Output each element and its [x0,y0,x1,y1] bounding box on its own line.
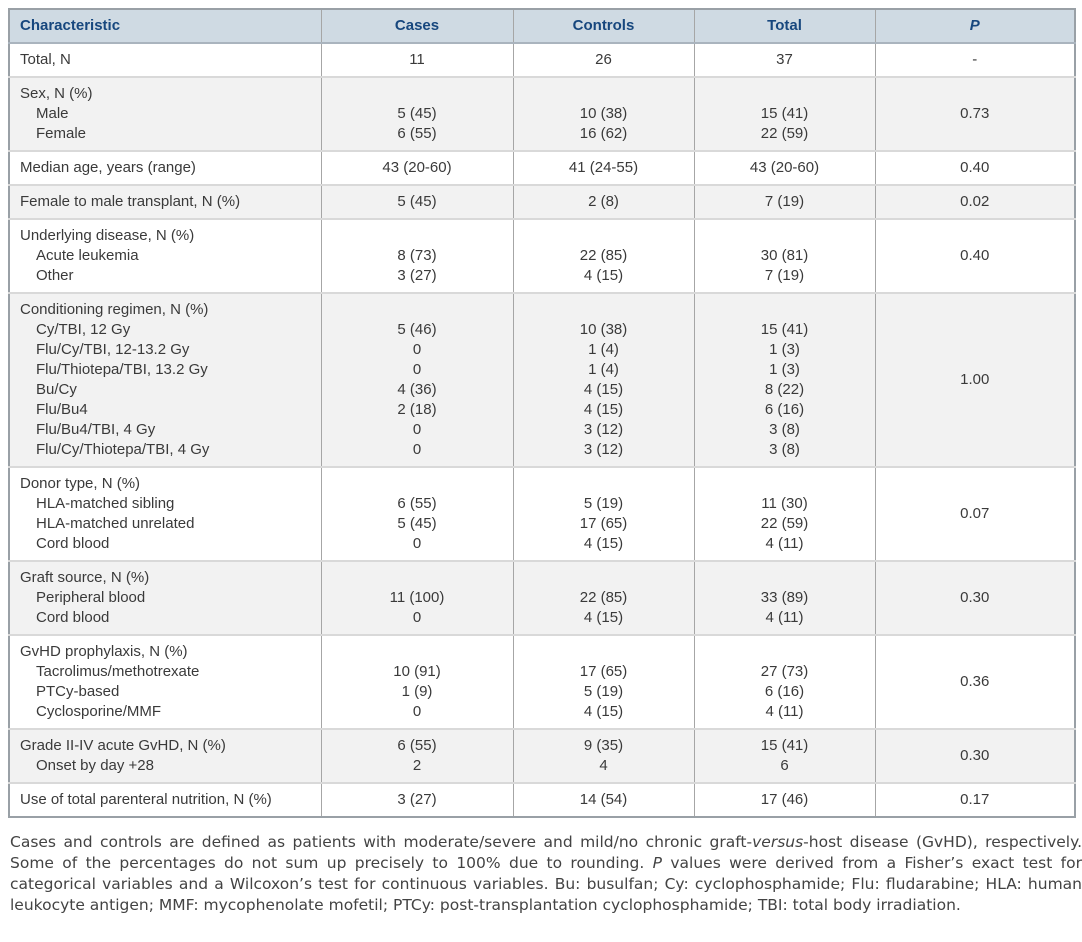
controls-value: 16 (62) [579,125,628,142]
controls-value: 5 (19) [583,683,624,700]
controls-value: 14 (54) [579,791,628,808]
cell-p-value: 0.17 [875,783,1075,817]
cases-value: 0 [412,703,422,720]
controls-value: 4 [599,757,608,774]
cell-characteristic [9,729,321,783]
caption-italic-segment: P [652,854,663,872]
controls-value [522,568,686,588]
cell-controls [513,635,694,729]
total-value: 3 (8) [769,421,800,438]
characteristic-label: Flu/Cy/TBI, 12-13.2 Gy [36,341,190,358]
cases-value [330,642,505,662]
total-value: 15 (41) [760,105,809,122]
characteristic-label: Cy/TBI, 12 Gy [36,321,131,338]
cases-value: 6 (55) [397,495,437,512]
total-value: 3 (8) [769,441,800,458]
total-value [703,226,867,246]
controls-value: 4 (15) [583,703,624,720]
cell-cases [321,561,513,635]
cell-cases [321,293,513,467]
characteristic-label: Flu/Cy/Thiotepa/TBI, 4 Gy [36,441,210,458]
cell-characteristic [9,185,321,219]
column-header-total: Total [694,9,875,43]
total-value: 33 (89) [760,589,809,606]
cell-total [694,43,875,77]
cases-value: 1 (9) [401,683,433,700]
cell-controls [513,729,694,783]
total-value [703,300,867,320]
table-row [9,293,1075,467]
controls-value [522,300,686,320]
cases-value: 11 [409,51,425,68]
characteristic-label: Flu/Bu4/TBI, 4 Gy [36,421,156,438]
total-value: 30 (81) [760,247,809,264]
cases-value: 3 (27) [397,267,437,284]
cell-controls [513,43,694,77]
cell-controls [513,783,694,817]
characteristic-label: Flu/Thiotepa/TBI, 13.2 Gy [36,361,208,378]
table-row [9,43,1075,77]
table-row [9,467,1075,561]
cell-p-value: 0.30 [875,561,1075,635]
total-value: 4 (11) [765,703,804,720]
cell-cases [321,77,513,151]
total-value: 27 (73) [760,663,809,680]
cases-value [330,84,505,104]
cases-value: 10 (91) [393,663,441,680]
controls-value [522,474,686,494]
controls-value: 4 (15) [583,267,624,284]
cell-characteristic [9,219,321,293]
characteristic-label: Peripheral blood [36,589,146,606]
controls-value [522,84,686,104]
cell-cases [321,729,513,783]
controls-value: 10 (38) [579,105,628,122]
controls-value: 3 (12) [583,421,624,438]
column-header-cases: Cases [321,9,513,43]
total-value: 4 (11) [765,535,804,552]
controls-value [522,226,686,246]
cell-characteristic [9,467,321,561]
total-value: 37 [776,51,793,68]
cell-characteristic [9,43,321,77]
controls-value: 9 (35) [583,737,624,754]
cases-value: 6 (55) [397,125,437,142]
controls-value: 4 (15) [583,609,624,626]
total-value [703,84,867,104]
characteristic-label: HLA-matched unrelated [36,515,195,532]
cases-value: 3 (27) [397,791,437,808]
characteristic-label: Conditioning regimen, N (%) [20,301,209,318]
cell-controls [513,151,694,185]
cases-value: 8 (73) [397,247,437,264]
cell-cases [321,467,513,561]
characteristic-label: Underlying disease, N (%) [20,227,195,244]
characteristic-label: Total, N [20,51,71,68]
table-body [9,43,1075,817]
controls-value: 4 (15) [583,401,624,418]
controls-value: 22 (85) [579,589,628,606]
cell-characteristic [9,783,321,817]
total-value: 8 (22) [764,381,805,398]
total-value [703,474,867,494]
cell-total [694,561,875,635]
table-row [9,185,1075,219]
cell-p-value: 0.40 [875,151,1075,185]
cases-value: 0 [412,441,422,458]
cell-controls [513,185,694,219]
cell-p-value: 0.02 [875,185,1075,219]
total-value [703,568,867,588]
column-header-controls: Controls [513,9,694,43]
cell-total [694,467,875,561]
controls-value: 4 (15) [583,535,624,552]
cases-value: 11 (100) [389,589,445,606]
cases-value: 0 [412,609,422,626]
characteristic-label: Cord blood [36,609,110,626]
controls-value: 5 (19) [583,495,624,512]
table-caption [10,832,1082,916]
characteristic-label: Sex, N (%) [20,85,93,102]
cell-total [694,635,875,729]
characteristic-label: Male [36,105,69,122]
characteristic-label: Cord blood [36,535,110,552]
table-row [9,77,1075,151]
total-value: 7 (19) [764,193,805,210]
cell-p-value: 0.36 [875,635,1075,729]
cell-p-value: 0.40 [875,219,1075,293]
characteristics-table [8,8,1076,818]
total-value: 22 (59) [760,125,809,142]
cell-controls [513,219,694,293]
characteristic-label: Other [36,267,74,284]
total-value: 7 (19) [764,267,805,284]
characteristic-label: Acute leukemia [36,247,139,264]
cell-total [694,219,875,293]
cases-value: 2 [412,757,422,774]
cell-total [694,185,875,219]
total-value: 1 (3) [769,361,800,378]
table-row [9,783,1075,817]
cell-cases [321,185,513,219]
caption-segment: Cases and controls are defined as patients with moderate/severe and mild/no chronic graft- [10,833,753,851]
characteristic-label: Female to male transplant, N (%) [20,193,241,210]
characteristic-label: GvHD prophylaxis, N (%) [20,643,188,660]
cell-controls [513,293,694,467]
cell-cases [321,151,513,185]
controls-value: 41 (24-55) [568,159,639,176]
cases-value: 43 (20-60) [382,159,452,176]
total-value: 15 (41) [760,321,809,338]
controls-value: 22 (85) [579,247,628,264]
total-value: 22 (59) [760,515,809,532]
controls-value: 1 (4) [588,361,619,378]
total-value: 6 [780,757,789,774]
total-value: 43 (20-60) [749,159,820,176]
controls-value: 26 [595,51,612,68]
cell-total [694,729,875,783]
characteristic-label: Tacrolimus/methotrexate [36,663,200,680]
column-header-p: P [875,9,1075,43]
controls-value: 17 (65) [579,663,628,680]
cell-total [694,783,875,817]
cell-characteristic [9,293,321,467]
cell-total [694,293,875,467]
controls-value: 17 (65) [579,515,628,532]
cell-cases [321,635,513,729]
cell-p-value: 0.73 [875,77,1075,151]
controls-value: 3 (12) [583,441,624,458]
table-row [9,729,1075,783]
table-row [9,151,1075,185]
cell-controls [513,467,694,561]
controls-value: 2 (8) [588,193,619,210]
controls-value [522,642,686,662]
cell-p-value: - [875,43,1075,77]
controls-value: 1 (4) [588,341,619,358]
total-value: 15 (41) [760,737,809,754]
cases-value [330,300,505,320]
caption-segment: values were derived from a Fisher’s exact test for categorical variables and a Wilcoxon’s test for continuous variables. Bu: busulfan; Cy: cyclophosphamide; Flu: fludarabine; HLA: human leukocyte antigen; MMF: mycophenolate mofetil; PTCy: post-transplantation cyclophosphamide; TBI: total body irradiation. [10,854,1082,914]
cell-cases [321,219,513,293]
characteristic-label: Flu/Bu4 [36,401,88,418]
cases-value [330,226,505,246]
cell-characteristic [9,77,321,151]
cases-value: 6 (55) [397,737,437,754]
cell-controls [513,561,694,635]
characteristic-label: Donor type, N (%) [20,475,141,492]
total-value: 17 (46) [760,791,809,808]
cases-value: 5 (46) [397,321,437,338]
characteristic-label: HLA-matched sibling [36,495,175,512]
cell-characteristic [9,561,321,635]
caption-italic-segment: versus [752,833,804,851]
cell-cases [321,43,513,77]
cases-value: 0 [412,361,422,378]
total-value: 6 (16) [764,401,805,418]
characteristic-label: Median age, years (range) [20,159,196,176]
cell-p-value: 1.00 [875,293,1075,467]
characteristic-label: Graft source, N (%) [20,569,150,586]
total-value: 4 (11) [765,609,804,626]
characteristic-label: Female [36,125,87,142]
controls-value: 10 (38) [579,321,628,338]
controls-value: 4 (15) [583,381,624,398]
cases-value: 0 [412,341,422,358]
cell-cases [321,783,513,817]
header-row [9,9,1075,43]
cases-value [330,568,505,588]
cell-p-value: 0.07 [875,467,1075,561]
table-row [9,219,1075,293]
cases-value: 2 (18) [397,401,437,418]
characteristic-label: Onset by day +28 [36,757,154,774]
cases-value: 5 (45) [397,515,437,532]
cell-characteristic [9,151,321,185]
table-row [9,635,1075,729]
total-value [703,642,867,662]
cases-value: 5 (45) [397,193,437,210]
characteristic-label: Grade II-IV acute GvHD, N (%) [20,737,226,754]
cell-characteristic [9,635,321,729]
total-value: 1 (3) [769,341,800,358]
characteristic-label: Bu/Cy [36,381,77,398]
cell-total [694,77,875,151]
cell-p-value: 0.30 [875,729,1075,783]
column-header-characteristic: Characteristic [9,9,321,43]
characteristic-label: PTCy-based [36,683,120,700]
cases-value: 0 [412,535,422,552]
cases-value: 0 [412,421,422,438]
table-row [9,561,1075,635]
characteristic-label: Cyclosporine/MMF [36,703,162,720]
total-value: 6 (16) [764,683,805,700]
cases-value [330,474,505,494]
cell-controls [513,77,694,151]
characteristic-label: Use of total parenteral nutrition, N (%) [20,791,272,808]
caption-segment: -host disease (GvHD), respectively. Some of the percentages do not sum up precisely to 100% due to rounding. [10,833,1082,872]
cases-value: 5 (45) [397,105,437,122]
total-value: 11 (30) [761,495,808,512]
cell-total [694,151,875,185]
cases-value: 4 (36) [397,381,437,398]
